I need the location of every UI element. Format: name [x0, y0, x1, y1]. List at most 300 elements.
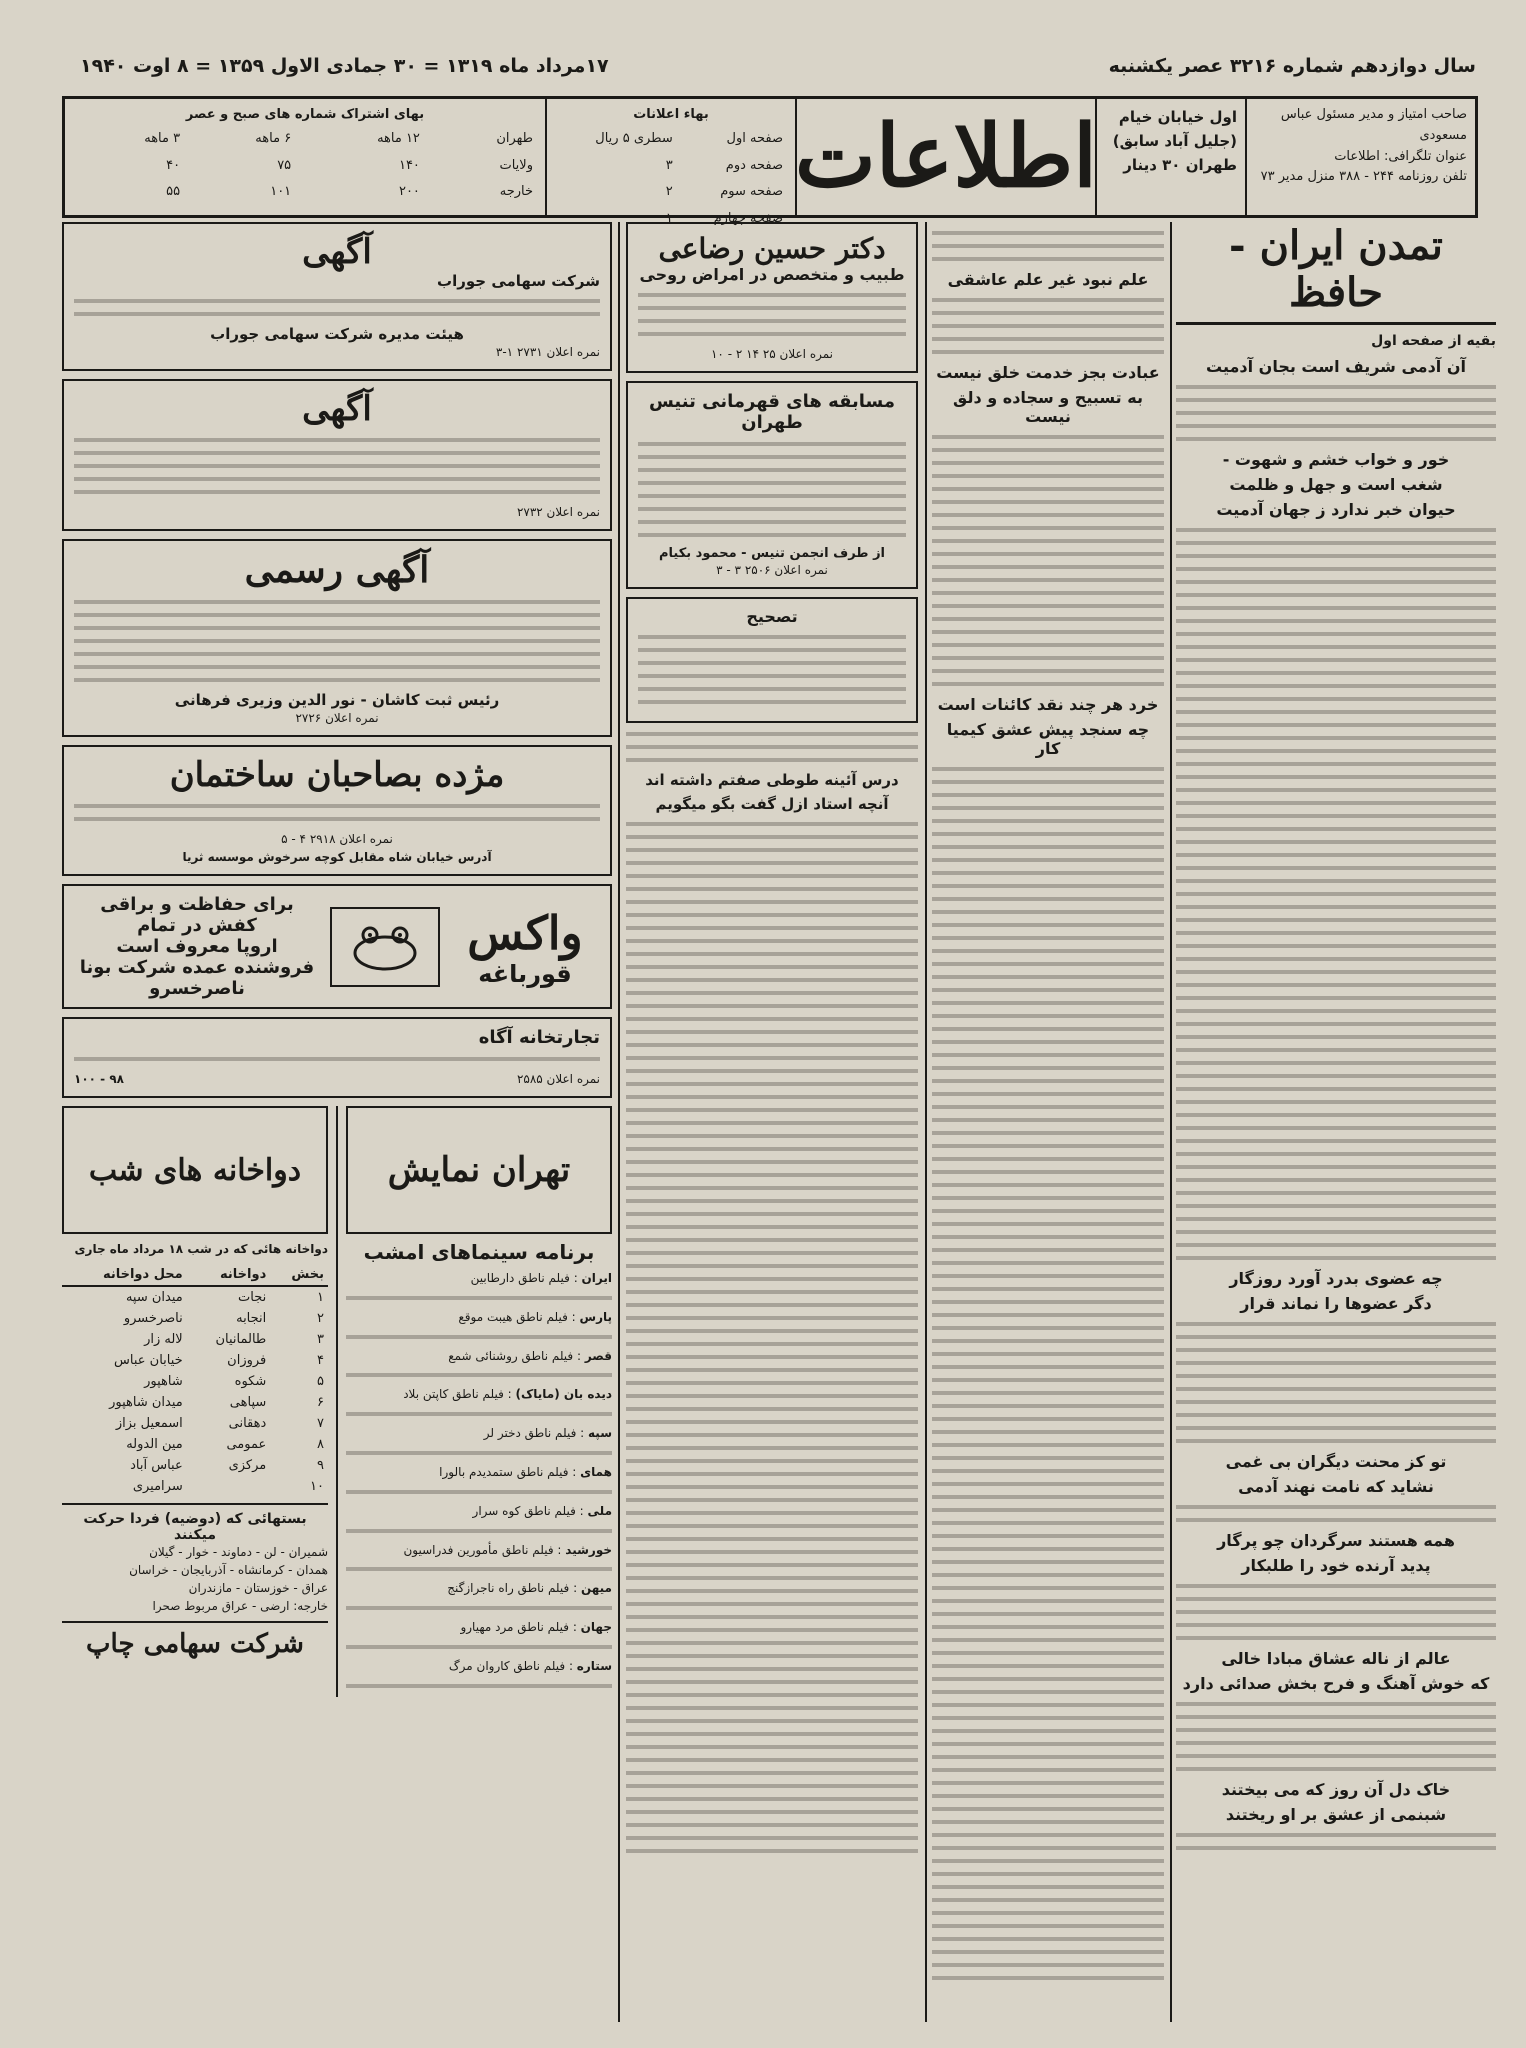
text-line-placeholder [1176, 1584, 1496, 1588]
cinema-banner-title: تهران نمایش [387, 1150, 571, 1190]
text-line-placeholder [626, 1511, 918, 1515]
text-line-placeholder [932, 1508, 1164, 1512]
text-line-placeholder [74, 1057, 600, 1061]
cinema-item: جهان : فیلم ناطق مرد مهیارو [346, 1619, 612, 1649]
subscription-rates [65, 99, 545, 215]
subs-row [73, 179, 537, 206]
issue-info: سال دوازدهم شماره ۳۲۱۶ عصر یکشنبه [1108, 55, 1476, 77]
text-line-placeholder [74, 665, 600, 669]
text-line-placeholder [1176, 1230, 1496, 1234]
text-line-placeholder [626, 1199, 918, 1203]
text-line-placeholder [932, 1716, 1164, 1720]
masthead [62, 96, 1478, 227]
text-line-placeholder [932, 1586, 1164, 1590]
pharmacy-row [62, 1350, 328, 1371]
text-line-placeholder [626, 1472, 918, 1476]
text-line-placeholder [932, 513, 1164, 517]
ad-builders [62, 745, 612, 876]
text-line-placeholder [638, 507, 906, 511]
subhead: پدید آرنده خود را طلبکار [1241, 1556, 1431, 1575]
text-line-placeholder [74, 312, 600, 316]
text-line-placeholder [932, 1950, 1164, 1954]
pharmacy-row [62, 1434, 328, 1455]
wax-line: اروپا معروف است [116, 936, 278, 957]
text-line-placeholder [932, 1573, 1164, 1577]
cell: میدان سپه [125, 1290, 183, 1305]
text-line-placeholder [932, 1014, 1164, 1018]
cell [187, 1476, 271, 1497]
text-line-placeholder [1176, 736, 1496, 740]
text-line-placeholder [626, 1134, 918, 1138]
cell: ۵ [317, 1374, 324, 1389]
text-line-placeholder [626, 1498, 918, 1502]
text-line-placeholder [626, 1160, 918, 1164]
cinema-name: میهن [580, 1581, 612, 1596]
subs-row [73, 126, 537, 153]
text-line-placeholder [638, 648, 906, 652]
text-line-placeholder [1176, 1702, 1496, 1706]
text-line-placeholder [346, 1412, 612, 1416]
text-line-placeholder [932, 936, 1164, 940]
text-line-placeholder [626, 1576, 918, 1580]
address-sub: (جلیل آباد سابق) [1112, 132, 1237, 150]
text-line-placeholder [932, 1534, 1164, 1538]
text-line-placeholder [626, 1212, 918, 1216]
text-line-placeholder [1176, 1074, 1496, 1078]
column-3 [626, 222, 918, 1862]
text-line-placeholder [1176, 892, 1496, 896]
ad-number: نمره اعلان ۲۵ ۱۴ ۲ - ۱۰ [710, 347, 834, 361]
cell: ۲۰۰ [398, 184, 420, 200]
publisher-info [1245, 99, 1475, 215]
text-line-placeholder [626, 1173, 918, 1177]
text-line-placeholder [626, 1303, 918, 1307]
text-line-placeholder [932, 1326, 1164, 1330]
text-line-placeholder [932, 845, 1164, 849]
cell: سرامیری [132, 1479, 183, 1494]
text-line-placeholder [932, 949, 1164, 953]
text-line-placeholder [1176, 1335, 1496, 1339]
text-line-placeholder [932, 858, 1164, 862]
ad-number: نمره اعلان ۲۹۱۸ ۴ - ۵ [281, 832, 393, 846]
text-line-placeholder [74, 299, 600, 303]
text-line-placeholder [346, 1490, 612, 1494]
cell: صفحه دوم [725, 157, 783, 173]
text-line-placeholder [626, 1004, 918, 1008]
text-line-placeholder [932, 1768, 1164, 1772]
cell: ۱۰ [310, 1479, 324, 1494]
cinema-list [346, 1270, 612, 1688]
text-line-placeholder [932, 1352, 1164, 1356]
text-line-placeholder [638, 442, 906, 446]
cinema-name: سپه [588, 1426, 612, 1441]
text-line-placeholder [626, 1121, 918, 1125]
text-line-placeholder [932, 1261, 1164, 1265]
text-line-placeholder [932, 1859, 1164, 1863]
bus-line: خارجه: ارضی - عراق مربوط صحرا [152, 1599, 328, 1613]
ad-number: نمره اعلان ۲۷۳۱ ۱-۳ [495, 345, 600, 359]
text-line-placeholder [74, 477, 600, 481]
text-line-placeholder [626, 1290, 918, 1294]
pharmacy-row [62, 1413, 328, 1434]
text-line-placeholder [74, 600, 600, 604]
text-line-placeholder [1176, 1715, 1496, 1719]
cinema-name: جهان [580, 1620, 612, 1635]
text-line-placeholder [1176, 1387, 1496, 1391]
cell: صفحه چهارم [713, 211, 783, 227]
subhead: دگر عضوها را نماند قرار [1240, 1294, 1432, 1313]
text-line-placeholder [626, 1069, 918, 1073]
correction-title: تصحیح [746, 607, 798, 626]
text-line-placeholder [1176, 1035, 1496, 1039]
article-civilization-col2 [932, 222, 1164, 1989]
pharmacy-banner [62, 1106, 328, 1234]
text-line-placeholder [1176, 762, 1496, 766]
wax-line: برای حفاظت و براقی کفش در تمام [100, 894, 294, 936]
text-line-placeholder [932, 1625, 1164, 1629]
text-line-placeholder [932, 806, 1164, 810]
text-line-placeholder [1176, 1217, 1496, 1221]
text-line-placeholder [638, 319, 906, 323]
text-line-placeholder [1176, 1846, 1496, 1850]
text-line-placeholder [346, 1451, 612, 1455]
text-line-placeholder [932, 1183, 1164, 1187]
poetry-article [626, 732, 918, 1853]
subhead: حیوان خبر ندارد ز جهان آدمیت [1216, 500, 1456, 519]
text-line-placeholder [1176, 1243, 1496, 1247]
text-line-placeholder [1176, 723, 1496, 727]
text-line-placeholder [626, 822, 918, 826]
cinema-item: سپه : فیلم ناطق دختر لر [346, 1425, 612, 1455]
cell: ۱۴۰ [398, 157, 420, 173]
text-line-placeholder [626, 939, 918, 943]
printer-name: شرکت سهامی چاپ [86, 1629, 304, 1659]
text-line-placeholder [932, 1170, 1164, 1174]
text-line-placeholder [1176, 749, 1496, 753]
text-line-placeholder [626, 861, 918, 865]
text-line-placeholder [932, 1820, 1164, 1824]
cinema-name: ستاره [576, 1658, 612, 1673]
text-line-placeholder [932, 669, 1164, 673]
date-info: ۱۷مرداد ماه ۱۳۱۹ = ۳۰ جمادی الاول ۱۳۵۹ = ۸ اوت ۱۹۴۰ [80, 55, 609, 77]
text-line-placeholder [346, 1373, 612, 1377]
text-line-placeholder [932, 231, 1164, 235]
text-line-placeholder [932, 1079, 1164, 1083]
text-line-placeholder [626, 1641, 918, 1645]
cell: طهران [496, 130, 533, 146]
text-line-placeholder [1176, 554, 1496, 558]
text-line-placeholder [1176, 1597, 1496, 1601]
poem-title: درس آئینه طوطی صفتم داشته اند [645, 771, 899, 789]
cinema-film: فیلم ناطق مأمورین فدراسیون [403, 1542, 554, 1557]
cinema-film: فیلم ناطق دارطابین [470, 1271, 570, 1285]
ad-address: آدرس خیابان شاه مقابل کوچه سرخوش موسسه ثریا [182, 850, 492, 864]
pharmacy-header [62, 1264, 328, 1286]
text-line-placeholder [1176, 1191, 1496, 1195]
text-line-placeholder [932, 1417, 1164, 1421]
text-line-placeholder [626, 1589, 918, 1593]
text-line-placeholder [638, 520, 906, 524]
correction-notice [626, 597, 918, 723]
text-line-placeholder [932, 1235, 1164, 1239]
text-line-placeholder [932, 1872, 1164, 1876]
text-line-placeholder [626, 1732, 918, 1736]
text-line-placeholder [626, 1771, 918, 1775]
text-line-placeholder [932, 1495, 1164, 1499]
wax-brand-block [450, 906, 600, 988]
address-line: اول خیابان خیام [1118, 108, 1237, 126]
cinema-film: فیلم ناطق راه ناجرازگنج [447, 1581, 570, 1596]
pharmacy-banner-title: دواخانه های شب [88, 1152, 302, 1188]
text-line-placeholder [626, 887, 918, 891]
cell: انجابه [236, 1311, 267, 1326]
text-line-placeholder [626, 758, 918, 762]
cinema-name: خورشید [565, 1542, 612, 1557]
text-line-placeholder [1176, 1426, 1496, 1430]
cell: ۱۲ ماهه [377, 130, 420, 146]
text-line-placeholder [626, 1277, 918, 1281]
cell: خارجه [499, 184, 533, 200]
cinema-film: فیلم ناطق دختر لر [483, 1426, 577, 1441]
text-line-placeholder [1176, 1113, 1496, 1117]
text-line-placeholder [932, 1690, 1164, 1694]
text-line-placeholder [932, 604, 1164, 608]
text-line-placeholder [1176, 1767, 1496, 1771]
text-line-placeholder [932, 1222, 1164, 1226]
text-line-placeholder [932, 871, 1164, 875]
text-line-placeholder [638, 687, 906, 691]
subhead: همه هستند سرگردان چو پرگار [1217, 1531, 1455, 1550]
price-line: طهران ۳۰ دینار [1123, 156, 1237, 174]
text-line-placeholder [1176, 1505, 1496, 1509]
text-line-placeholder [626, 1433, 918, 1437]
text-line-placeholder [932, 1443, 1164, 1447]
text-line-placeholder [932, 884, 1164, 888]
text-line-placeholder [74, 804, 600, 808]
cinema-item: همای : فیلم ناطق ستمدیدم بالورا [346, 1464, 612, 1494]
cell: ۳ [317, 1332, 324, 1347]
text-line-placeholder [932, 1456, 1164, 1460]
bus-line: عراق - خوزستان - مازندران [188, 1581, 328, 1595]
cell: خیابان عباس [114, 1353, 183, 1368]
cell: سپاهی [229, 1395, 267, 1410]
cell: فروزان [227, 1353, 267, 1368]
cell: ناصرخسرو [123, 1311, 183, 1326]
bus-title: بستهائی که (دوضیه) فردا حرکت میکنند [83, 1511, 307, 1543]
ad-rate-row [555, 179, 787, 206]
subhead: خاک دل آن روز که می بیختند [1221, 1780, 1451, 1799]
text-line-placeholder [932, 1807, 1164, 1811]
text-line-placeholder [626, 1667, 918, 1671]
column-4-ads [62, 222, 612, 1697]
text-line-placeholder [1176, 814, 1496, 818]
text-line-placeholder [932, 1287, 1164, 1291]
text-line-placeholder [932, 1248, 1164, 1252]
text-line-placeholder [932, 1404, 1164, 1408]
col-header: بخش [291, 1267, 324, 1282]
subhead: آن آدمی شریف است بجان آدمیت [1206, 357, 1466, 376]
text-line-placeholder [626, 1147, 918, 1151]
text-line-placeholder [932, 1144, 1164, 1148]
text-line-placeholder [932, 1300, 1164, 1304]
text-line-placeholder [932, 643, 1164, 647]
text-line-placeholder [626, 1485, 918, 1489]
text-line-placeholder [932, 617, 1164, 621]
text-line-placeholder [932, 1105, 1164, 1109]
cell: عباس آباد [130, 1458, 183, 1473]
text-line-placeholder [74, 626, 600, 630]
text-line-placeholder [626, 1368, 918, 1372]
text-line-placeholder [1176, 411, 1496, 415]
ad-signature: رئیس ثبت کاشان - نور الدین وزیری فرهانی [174, 691, 500, 709]
text-line-placeholder [1176, 1100, 1496, 1104]
text-line-placeholder [1176, 1439, 1496, 1443]
cell: ۴۰ [166, 157, 181, 173]
cinema-name: ایران [581, 1271, 612, 1285]
pharmacy-listing [62, 1106, 328, 1697]
text-line-placeholder [1176, 658, 1496, 662]
text-line-placeholder [626, 978, 918, 982]
doctor-ad [626, 222, 918, 373]
text-line-placeholder [626, 1524, 918, 1528]
cinema-listing [346, 1106, 612, 1697]
text-line-placeholder [626, 1784, 918, 1788]
text-line-placeholder [1176, 1636, 1496, 1640]
text-line-placeholder [932, 1313, 1164, 1317]
pharmacy-row [62, 1286, 328, 1308]
text-line-placeholder [932, 793, 1164, 797]
text-line-placeholder [638, 674, 906, 678]
text-line-placeholder [626, 1836, 918, 1840]
text-line-placeholder [1176, 983, 1496, 987]
cell: ۱۰۱ [270, 184, 292, 200]
text-line-placeholder [1176, 1400, 1496, 1404]
text-line-placeholder [932, 1131, 1164, 1135]
cinema-film: فیلم ناطق کاپتن بلاد [403, 1387, 504, 1402]
tennis-title: مسابقه های قهرمانی تنیس طهران [648, 391, 896, 433]
ad-official [62, 539, 612, 737]
ad-title: مژده بصاحبان ساختمان [169, 755, 505, 795]
text-line-placeholder [638, 494, 906, 498]
subhead: عالم از ناله عشاق مبادا خالی [1221, 1649, 1451, 1668]
text-line-placeholder [638, 635, 906, 639]
ad-company: شرکت سهامی جوراب [437, 272, 600, 290]
text-line-placeholder [626, 900, 918, 904]
text-line-placeholder [932, 1937, 1164, 1941]
text-line-placeholder [1176, 1204, 1496, 1208]
text-line-placeholder [1176, 879, 1496, 883]
text-line-placeholder [932, 1027, 1164, 1031]
subhead: نشاید که نامت نهند آدمی [1238, 1477, 1434, 1496]
cell: ۹ [317, 1458, 324, 1473]
trade-title: تجارتخانه آگاه [478, 1027, 600, 1048]
pharmacy-table [62, 1264, 328, 1497]
cell: ۷ [317, 1416, 324, 1431]
cinema-name: همای [580, 1464, 612, 1479]
ad-sock-company [62, 222, 612, 371]
cinema-item: قصر : فیلم ناطق روشنائی شمع [346, 1348, 612, 1378]
verse: به تسبیح و سجاده و دلق نیست [953, 388, 1143, 426]
text-line-placeholder [74, 817, 600, 821]
text-line-placeholder [1176, 1413, 1496, 1417]
text-line-placeholder [932, 975, 1164, 979]
text-line-placeholder [1176, 385, 1496, 389]
text-line-placeholder [1176, 775, 1496, 779]
cinema-item: میهن : فیلم ناطق راه ناجرازگنج [346, 1580, 612, 1610]
text-line-placeholder [932, 682, 1164, 686]
listing-divider [336, 1106, 338, 1697]
frog-logo [330, 907, 440, 987]
text-line-placeholder [1176, 619, 1496, 623]
text-line-placeholder [932, 1560, 1164, 1564]
text-line-placeholder [1176, 424, 1496, 428]
text-line-placeholder [626, 1030, 918, 1034]
text-line-placeholder [74, 451, 600, 455]
text-line-placeholder [638, 661, 906, 665]
cinema-film: فیلم ناطق کاروان مرگ [448, 1658, 566, 1673]
text-line-placeholder [626, 1654, 918, 1658]
text-line-placeholder [1176, 567, 1496, 571]
cinema-item: ایران : فیلم ناطق دارطابین [346, 1270, 612, 1300]
text-line-placeholder [932, 1547, 1164, 1551]
text-line-placeholder [932, 1521, 1164, 1525]
text-line-placeholder [932, 1742, 1164, 1746]
text-line-placeholder [74, 438, 600, 442]
text-line-placeholder [932, 780, 1164, 784]
separator [62, 1503, 328, 1505]
text-line-placeholder [74, 678, 600, 682]
text-line-placeholder [932, 1729, 1164, 1733]
text-line-placeholder [932, 1781, 1164, 1785]
text-line-placeholder [1176, 398, 1496, 402]
wax-distributor: فروشنده عمده شرکت بونا ناصرخسرو [79, 957, 315, 999]
bus-line: شمیران - لن - دماوند - خوار - گیلان [149, 1545, 328, 1559]
text-line-placeholder [1176, 1152, 1496, 1156]
text-line-placeholder [932, 244, 1164, 248]
text-line-placeholder [626, 1251, 918, 1255]
cinema-item: دیده بان (مایاک) : فیلم ناطق کاپتن بلاد [346, 1386, 612, 1416]
text-line-placeholder [932, 1378, 1164, 1382]
text-line-placeholder [932, 1599, 1164, 1603]
cell: دهقانی [228, 1416, 267, 1431]
text-line-placeholder [74, 639, 600, 643]
text-line-placeholder [626, 1537, 918, 1541]
wax-text [74, 894, 320, 999]
cinema-name: دیده بان (مایاک) [515, 1387, 612, 1402]
text-line-placeholder [626, 991, 918, 995]
ad-title: آگهی رسمی [244, 549, 430, 591]
text-line-placeholder [1176, 1741, 1496, 1745]
text-line-placeholder [626, 1706, 918, 1710]
text-line-placeholder [932, 923, 1164, 927]
text-line-placeholder [932, 1430, 1164, 1434]
text-line-placeholder [626, 1628, 918, 1632]
text-line-placeholder [932, 1274, 1164, 1278]
text-line-placeholder [638, 306, 906, 310]
column-rule [618, 222, 620, 2022]
ad-wax [62, 884, 612, 1009]
text-line-placeholder [932, 474, 1164, 478]
text-line-placeholder [626, 1693, 918, 1697]
cinema-program-title: برنامه سینماهای امشب [363, 1240, 595, 1264]
text-line-placeholder [1176, 1009, 1496, 1013]
text-line-placeholder [626, 952, 918, 956]
ad-number: نمره اعلان ۲۵۸۵ [516, 1072, 600, 1086]
verse: خرد هر چند نقد کائنات است [937, 695, 1159, 714]
text-line-placeholder [932, 1677, 1164, 1681]
text-line-placeholder [1176, 840, 1496, 844]
text-line-placeholder [1176, 827, 1496, 831]
